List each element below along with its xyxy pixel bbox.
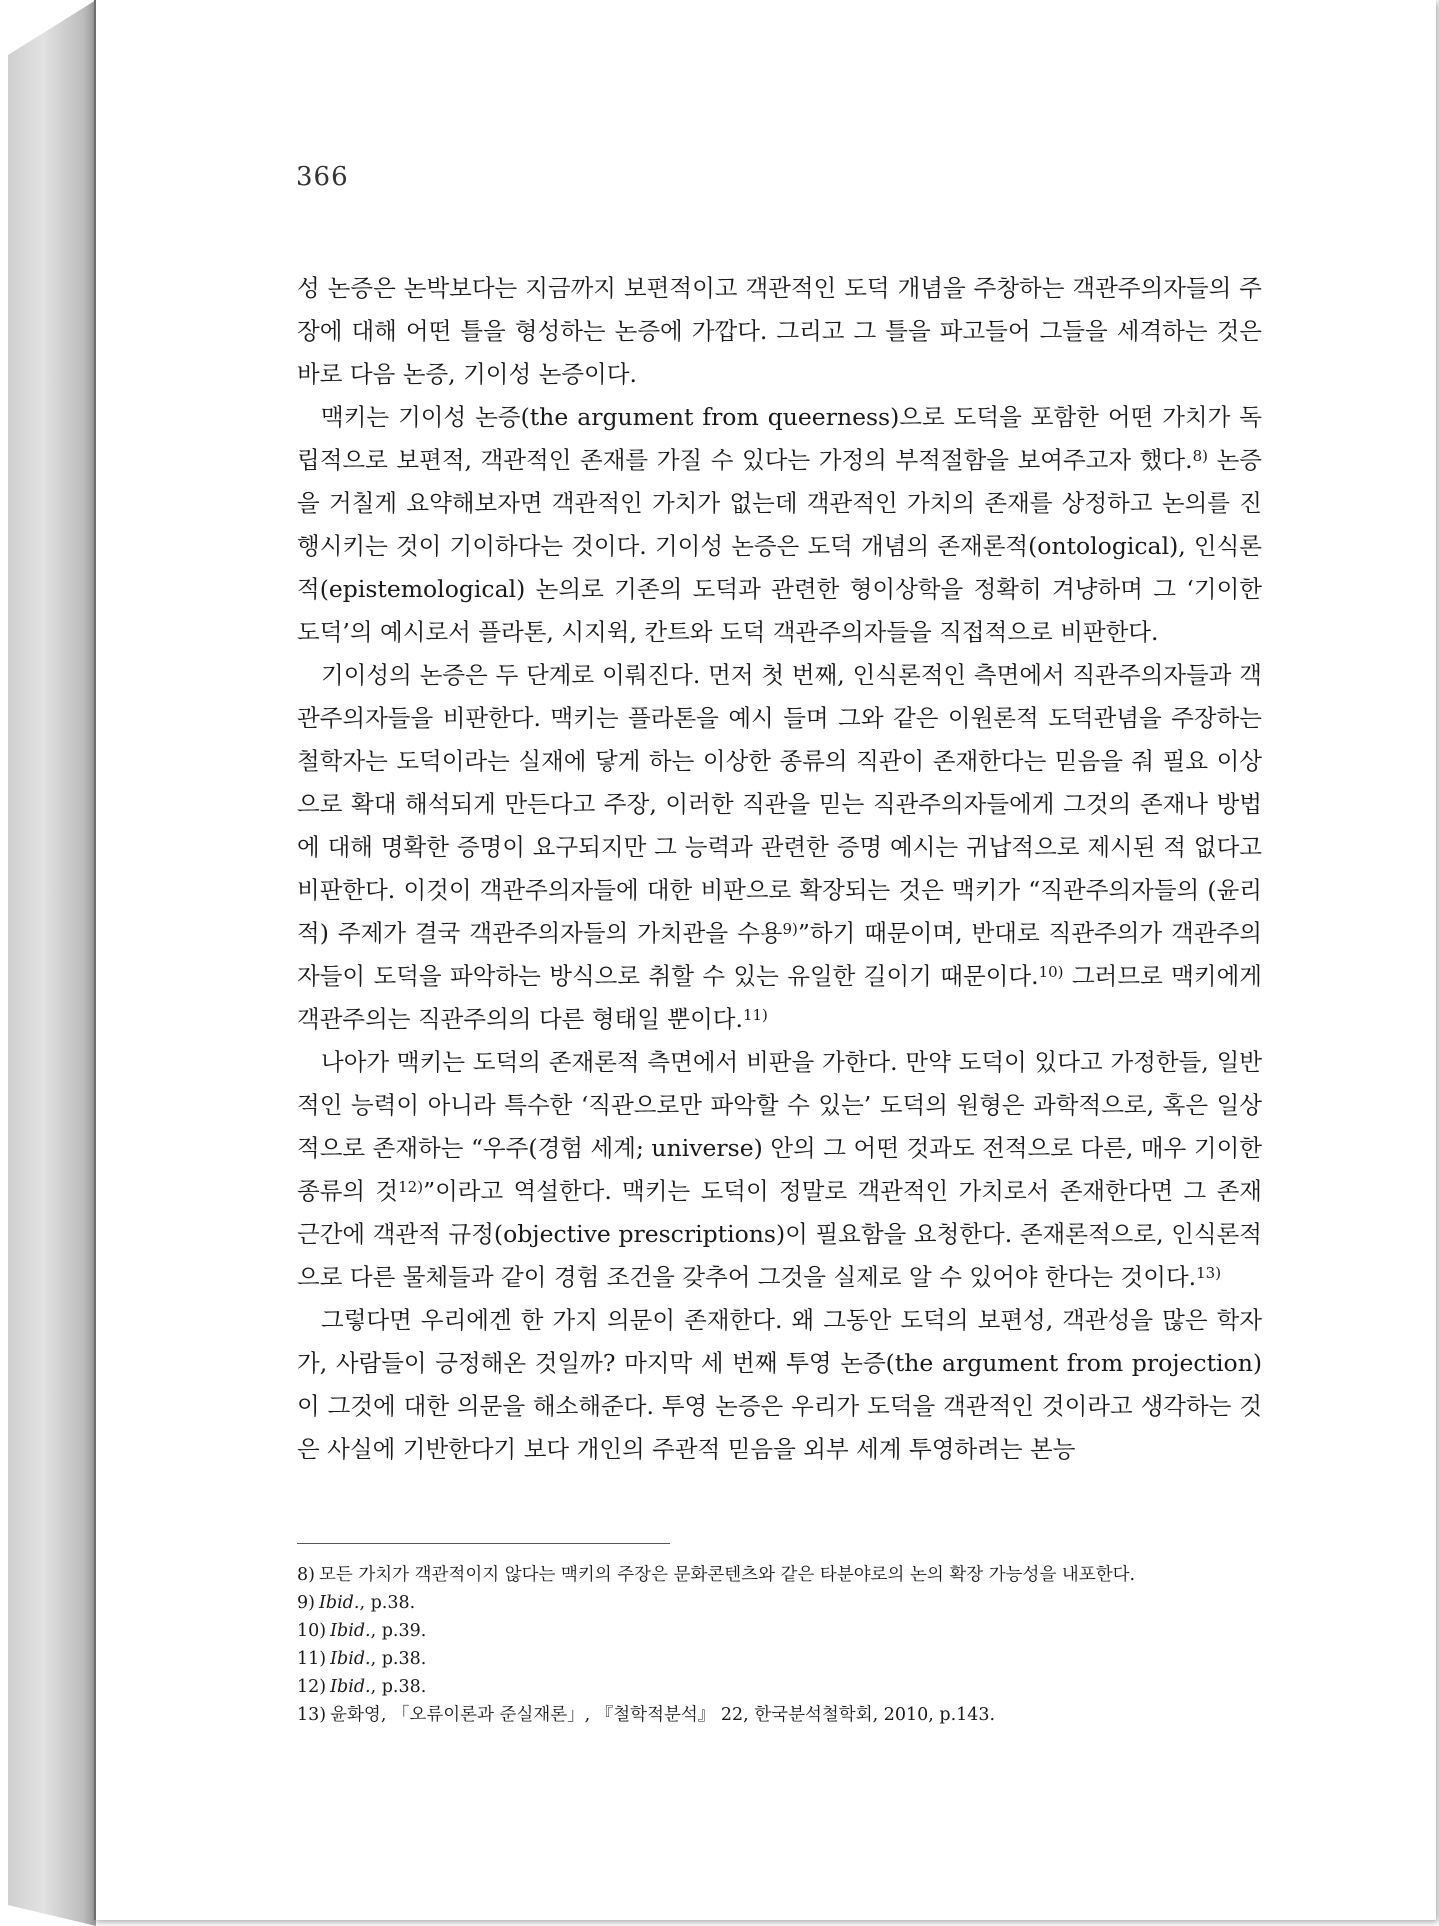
footnote-number: 13): [297, 1705, 327, 1725]
footnote-ref: 8): [1192, 447, 1208, 465]
page-number: 366: [296, 162, 349, 192]
footnote-number: 11): [297, 1649, 327, 1669]
footnote: [297, 1561, 1287, 1589]
footnote-number: 8): [297, 1565, 315, 1585]
footnotes: [297, 1561, 1287, 1729]
footnote-text: 윤화영, 「오류이론과 준실재론」, 『철학적분석』 22, 한국분석철학회, 2010, p.143.: [330, 1705, 996, 1725]
paragraph-text: 그렇다면 우리에겐 한 가지 의문이 존재한다. 왜 그동안 도덕의 보편성, 객관성을 많은 학자가, 사람들이 긍정해온 것일까? 마지막 세 번째 투영 논증(the argument from projection)이 그것에 대한 의문을 해소해준다. 투영 논증은 우리가 도덕을 객관적인 것이라고 생각하는 것은 사실에 기반한다기 보다 개인의 주관적 믿음을 외부 세계 투영하려는 본능: [297, 1306, 1262, 1463]
paragraph: [297, 1041, 1262, 1299]
paragraph-text: 논증을 거칠게 요약해보자면 객관적인 가치가 없는데 객관적인 가치의 존재를 상정하고 논의를 진행시키는 것이 기이하다는 것이다. 기이성 논증은 도덕 개념의 존재론적(ontological), 인식론적(epistemological) 논의로 기존의 도덕과 관련한 형이상학을 정확히 겨냥하며 그 ‘기이한 도덕’의 예시로서 플라톤, 시지윅, 칸트와 도덕 객관주의자들을 직접적으로 비판한다.: [297, 446, 1262, 646]
footnote-ref: 12): [398, 1178, 424, 1196]
paragraph-text: ”하기 때문이며, 반대로 직관주의가 객관주의자들이 도덕을 파악하는 방식으로 취할 수 있는 유일한 길이기 때문이다.: [297, 919, 1262, 990]
paragraph: [297, 396, 1262, 654]
footnote-number: 10): [297, 1621, 327, 1641]
paragraph-text: 맥키는 기이성 논증(the argument from queerness)으로 도덕을 포함한 어떤 가치가 독립적으로 보편적, 객관적인 존재를 가질 수 있다는 가정의 부적절함을 보여주고자 했다.: [297, 403, 1262, 474]
paragraph-text: 기이성의 논증은 두 단계로 이뤄진다. 먼저 첫 번째, 인식론적인 측면에서 직관주의자들과 객관주의자들을 비판한다. 맥키는 플라톤을 예시 들며 그와 같은 이원론적 도덕관념을 주장하는 철학자는 도덕이라는 실재에 닿게 하는 이상한 종류의 직관이 존재한다는 믿음을 줘 필요 이상으로 확대 해석되게 만든다고 주장, 이러한 직관을 믿는 직관주의자들에게 그것의 존재나 방법에 대해 명확한 증명이 요구되지만 그 능력과 관련한 증명 예시는 귀납적으로 제시된 적 없다고 비판한다. 이것이 객관주의자들에 대한 비판으로 확장되는 것은 맥키가 “직관주의자들의 (윤리적) 주제가 결국 객관주의자들의 가치관을 수용: [297, 661, 1262, 947]
footnote-text: , p.38.: [370, 1649, 427, 1669]
paragraph-text: ”이라고 역설한다. 맥키는 도덕이 정말로 객관적인 가치로서 존재한다면 그 존재 근간에 객관적 규정(objective prescriptions)이 필요함을 요청한다. 존재론적으로, 인식론적으로 다른 물체들과 같이 경험 조건을 갖추어 그것을 실제로 알 수 있어야 한다는 것이다.: [297, 1177, 1262, 1291]
footnote-ibid: Ibid.: [330, 1677, 371, 1697]
footnote: [297, 1589, 1287, 1617]
footnote-text: 모든 가치가 객관적이지 않다는 맥키의 주장은 문화콘텐츠와 같은 타분야로의 논의 확장 가능성을 내포한다.: [318, 1565, 1136, 1585]
paragraph-text: 성 논증은 논박보다는 지금까지 보편적이고 객관적인 도덕 개념을 주창하는 객관주의자들의 주장에 대해 어떤 틀을 형성하는 논증에 가깝다. 그리고 그 틀을 파고들어 그들을 세격하는 것은 바로 다음 논증, 기이성 논증이다.: [297, 274, 1262, 388]
footnote-ibid: Ibid.: [318, 1593, 360, 1613]
footnote-number: 12): [297, 1677, 327, 1697]
footnote-number: 9): [297, 1593, 315, 1613]
footnote-ref: 11): [742, 1006, 768, 1024]
paragraph-text: 나아가 맥키는 도덕의 존재론적 측면에서 비판을 가한다. 만약 도덕이 있다고 가정한들, 일반적인 능력이 아니라 특수한 ‘직관으로만 파악할 수 있는’ 도덕의 원형은 과학적으로, 혹은 일상적으로 존재하는 “우주(경험 세계; universe) 안의 그 어떤 것과도 전적으로 다른, 매우 기이한 종류의 것: [297, 1048, 1262, 1205]
footnote-ibid: Ibid.: [330, 1649, 371, 1669]
paragraph-text: 그러므로 맥키에게 객관주의는 직관주의의 다른 형태일 뿐이다.: [297, 962, 1262, 1033]
footnote-ref: 13): [1196, 1264, 1222, 1282]
footnote-text: , p.38.: [370, 1677, 427, 1697]
footnote-divider: [297, 1543, 670, 1544]
footnote: [297, 1617, 1287, 1645]
footnote-text: , p.38.: [359, 1593, 416, 1613]
body-text: [297, 267, 1262, 1471]
paragraph: [297, 267, 1262, 396]
footnote-text: , p.39.: [370, 1621, 427, 1641]
footnote: [297, 1673, 1287, 1701]
footnote-ibid: Ibid.: [330, 1621, 371, 1641]
footnote-ref: 9): [782, 920, 798, 938]
footnote-ref: 10): [1038, 963, 1064, 981]
paragraph: [297, 654, 1262, 1041]
paragraph: [297, 1299, 1262, 1471]
footnote: [297, 1701, 1287, 1729]
book-spine-edge: [8, 0, 96, 1926]
footnote: [297, 1645, 1287, 1673]
